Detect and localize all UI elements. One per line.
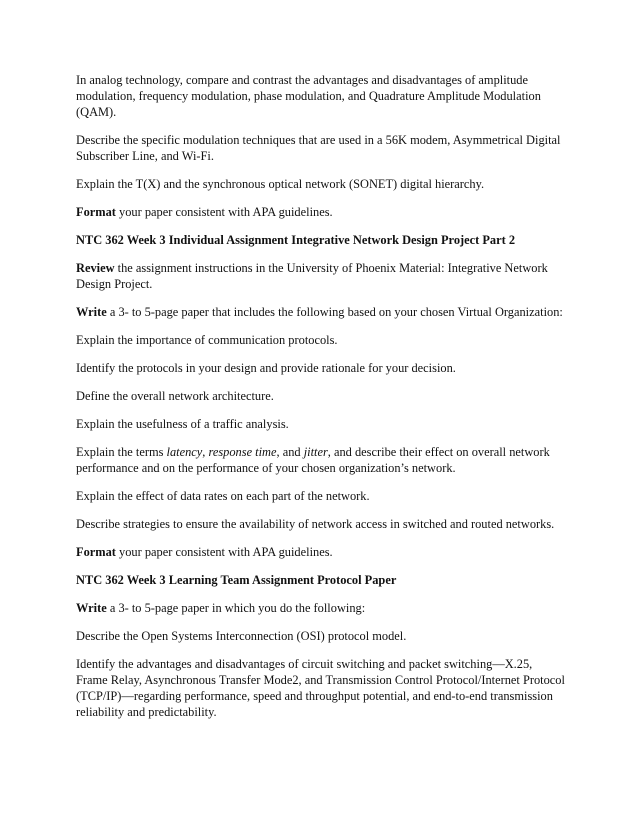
paragraph-16 (76, 572, 566, 588)
paragraph-1 (76, 72, 566, 120)
text-run: Describe strategies to ensure the availability of network access in switched and routed networks. (76, 517, 555, 531)
italic-text: jitter (303, 445, 328, 459)
paragraph-8 (76, 332, 566, 348)
text-run: the assignment instructions in the University of Phoenix Material: Integrative Network Design Project. (76, 261, 548, 291)
text-run: Explain the terms (76, 445, 167, 459)
paragraph-18 (76, 628, 566, 644)
bold-text: Review (76, 261, 115, 275)
text-run: Describe the specific modulation techniques that are used in a 56K modem, Asymmetrical Digital Subscriber Line, and Wi-Fi. (76, 133, 561, 163)
paragraph-4 (76, 204, 566, 220)
paragraph-11 (76, 416, 566, 432)
text-run: Explain the importance of communication protocols. (76, 333, 338, 347)
text-run: Explain the T(X) and the synchronous optical network (SONET) digital hierarchy. (76, 177, 485, 191)
bold-text: Format (76, 205, 116, 219)
paragraph-12 (76, 444, 566, 476)
text-run: a 3- to 5-page paper in which you do the following: (106, 601, 366, 615)
bold-text: NTC 362 Week 3 Learning Team Assignment Protocol Paper (76, 573, 397, 587)
text-run: a 3- to 5-page paper that includes the following based on your chosen Virtual Organization: (106, 305, 563, 319)
text-run: In analog technology, compare and contrast the advantages and disadvantages of amplitude modulation, frequency modulation, phase modulation, and Quadrature Amplitude Modulation (QAM). (76, 73, 541, 119)
text-run: your paper consistent with APA guidelines. (115, 205, 333, 219)
paragraph-15 (76, 544, 566, 560)
text-run: Describe the Open Systems Interconnection (OSI) protocol model. (76, 629, 407, 643)
paragraph-13 (76, 488, 566, 504)
text-run: Explain the effect of data rates on each part of the network. (76, 489, 370, 503)
paragraph-19 (76, 656, 566, 720)
text-run: Define the overall network architecture. (76, 389, 274, 403)
bold-text: Format (76, 545, 116, 559)
text-run: , and (276, 445, 304, 459)
paragraph-2 (76, 132, 566, 164)
paragraph-17 (76, 600, 566, 616)
text-run: , (202, 445, 209, 459)
document-page (76, 72, 566, 732)
paragraph-14 (76, 516, 566, 532)
text-run: your paper consistent with APA guidelines. (115, 545, 333, 559)
italic-text: latency (166, 445, 203, 459)
text-run: , and describe their effect on overall network performance and on the performance of your chosen organization’s network. (76, 445, 550, 475)
paragraph-7 (76, 304, 566, 320)
bold-text: NTC 362 Week 3 Individual Assignment Integrative Network Design Project Part 2 (76, 233, 516, 247)
paragraph-6 (76, 260, 566, 292)
paragraph-10 (76, 388, 566, 404)
text-run: Identify the advantages and disadvantages of circuit switching and packet switching—X.25, Frame Relay, Asynchronous Transfer Mode2, and Transmission Control Protocol/Internet Protocol (TCP/IP)—regarding performance, speed and throughput potential, and end-to-end transmission reliability and predictability. (76, 657, 565, 719)
paragraph-5 (76, 232, 566, 248)
paragraph-9 (76, 360, 566, 376)
italic-text: response time (208, 445, 277, 459)
text-run: Identify the protocols in your design and provide rationale for your decision. (76, 361, 456, 375)
bold-text: Write (76, 601, 107, 615)
text-run: Explain the usefulness of a traffic analysis. (76, 417, 289, 431)
paragraph-3 (76, 176, 566, 192)
bold-text: Write (76, 305, 107, 319)
